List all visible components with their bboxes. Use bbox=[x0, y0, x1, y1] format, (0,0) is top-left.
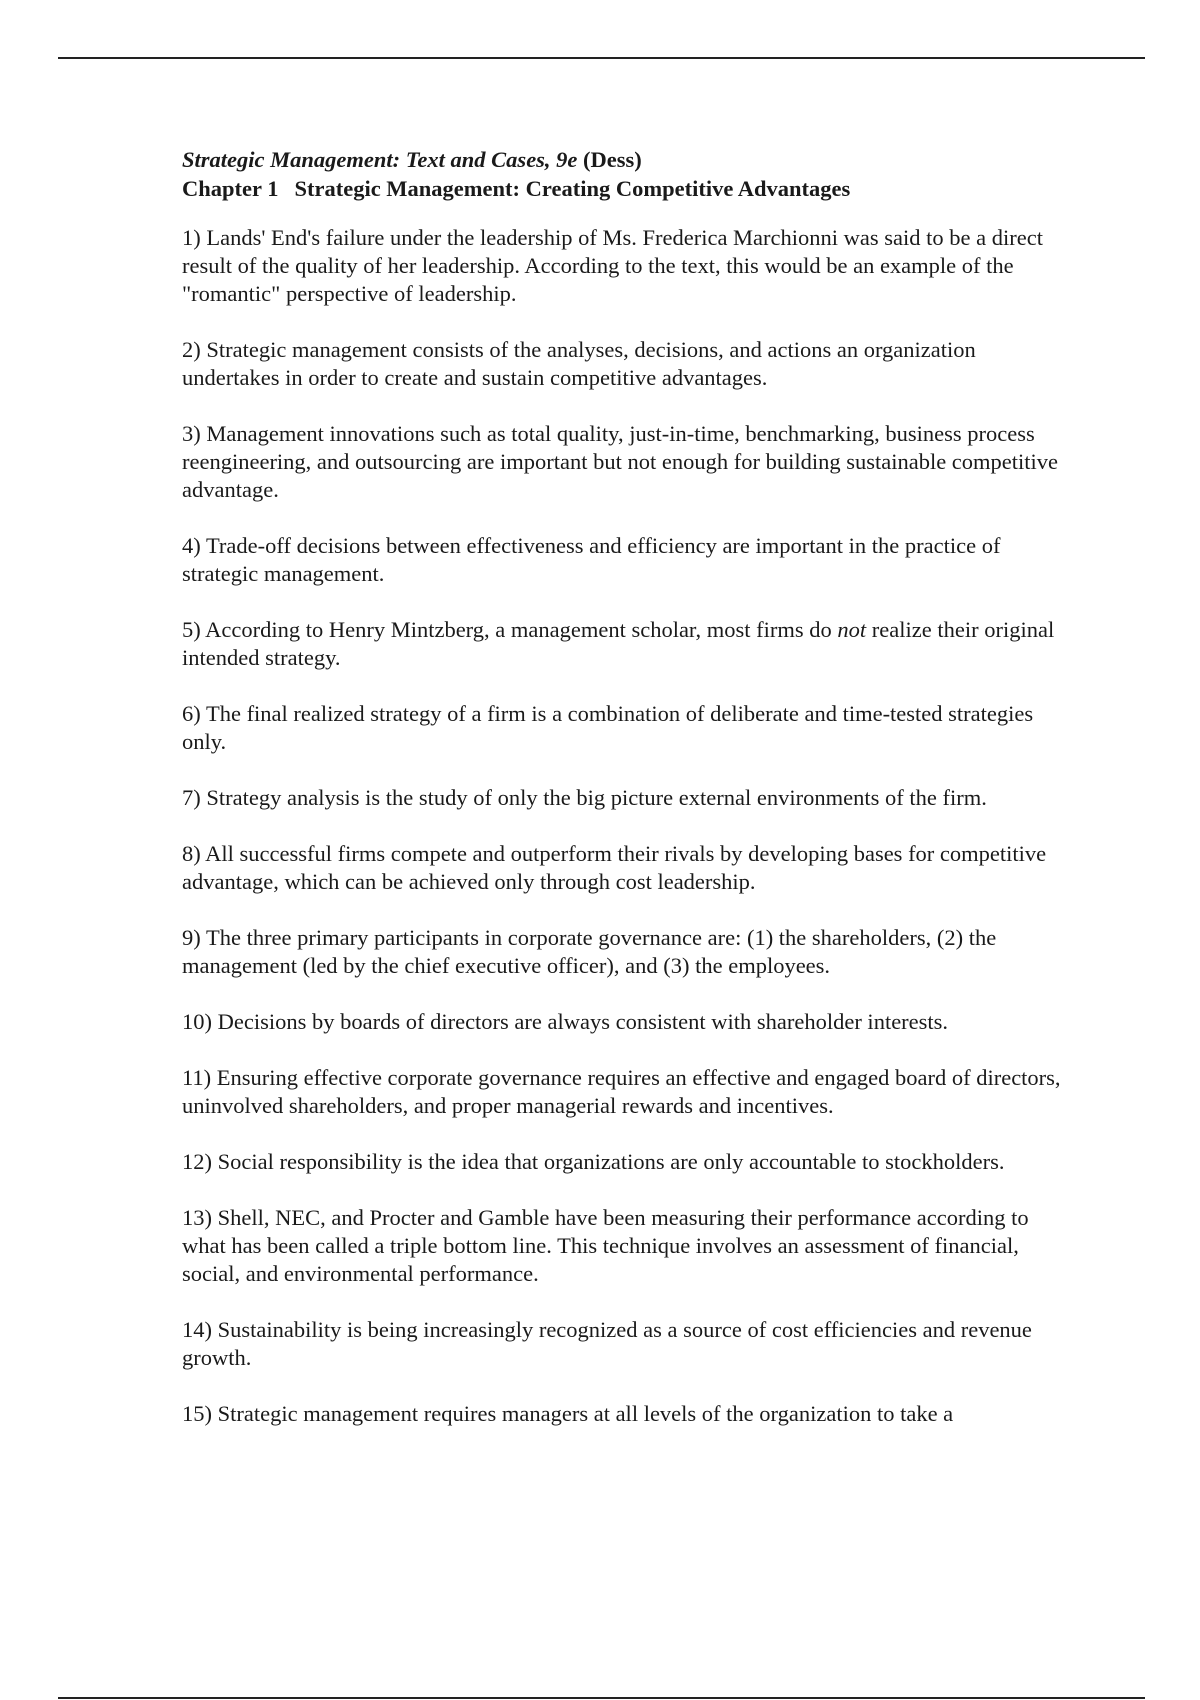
book-author: (Dess) bbox=[583, 147, 642, 172]
question-6: 6) The final realized strategy of a firm is a combination of deliberate and time-tested strategies only. bbox=[182, 701, 1034, 754]
question-7: 7) Strategy analysis is the study of only the big picture external environments of the firm. bbox=[182, 785, 987, 810]
book-title-line bbox=[182, 145, 1062, 174]
question-12: 12) Social responsibility is the idea that organizations are only accountable to stockholders. bbox=[182, 1149, 1005, 1174]
chapter-label: Chapter 1 bbox=[182, 176, 279, 201]
question-3: 3) Management innovations such as total quality, just-in-time, benchmarking, business process reengineering, and outsourcing are important but not enough for building sustainable competitive advantage. bbox=[182, 421, 1059, 502]
question-11: 11) Ensuring effective corporate governance requires an effective and engaged board of directors, uninvolved shareholders, and proper managerial rewards and incentives. bbox=[182, 1065, 1061, 1118]
question-1: 1) Lands' End's failure under the leadership of Ms. Frederica Marchionni was said to be a direct result of the quality of her leadership. According to the text, this would be an example of the "romantic" perspective of leadership. bbox=[182, 225, 1043, 306]
question-5 bbox=[182, 616, 1062, 672]
document-body bbox=[182, 145, 1062, 1456]
chapter-heading bbox=[182, 174, 1062, 203]
question-8: 8) All successful firms compete and outperform their rivals by developing bases for competitive advantage, which can be achieved only through cost leadership. bbox=[182, 841, 1047, 894]
top-rule bbox=[58, 57, 1145, 59]
question-10: 10) Decisions by boards of directors are always consistent with shareholder interests. bbox=[182, 1009, 949, 1034]
question-5-text-after: realize their original intended strategy. bbox=[182, 617, 1055, 670]
question-5-emphasis: not bbox=[837, 617, 867, 642]
question-13: 13) Shell, NEC, and Procter and Gamble have been measuring their performance according to what has been called a triple bottom line. This technique involves an assessment of financial, social, and environmental performance. bbox=[182, 1205, 1029, 1286]
question-15: 15) Strategic management requires managers at all levels of the organization to take a bbox=[182, 1401, 954, 1426]
book-title: Strategic Management: Text and Cases, 9e bbox=[182, 147, 578, 172]
question-4: 4) Trade-off decisions between effectiveness and efficiency are important in the practice of strategic management. bbox=[182, 533, 1001, 586]
question-5-text-before: 5) According to Henry Mintzberg, a management scholar, most firms do bbox=[182, 617, 838, 642]
chapter-title: Strategic Management: Creating Competitive Advantages bbox=[294, 176, 851, 201]
question-2: 2) Strategic management consists of the analyses, decisions, and actions an organization undertakes in order to create and sustain competitive advantages. bbox=[182, 337, 976, 390]
bottom-rule bbox=[58, 1697, 1145, 1699]
question-9: 9) The three primary participants in corporate governance are: (1) the shareholders, (2) the management (led by the chief executive officer), and (3) the employees. bbox=[182, 925, 997, 978]
question-14: 14) Sustainability is being increasingly recognized as a source of cost efficiencies and revenue growth. bbox=[182, 1317, 1032, 1370]
